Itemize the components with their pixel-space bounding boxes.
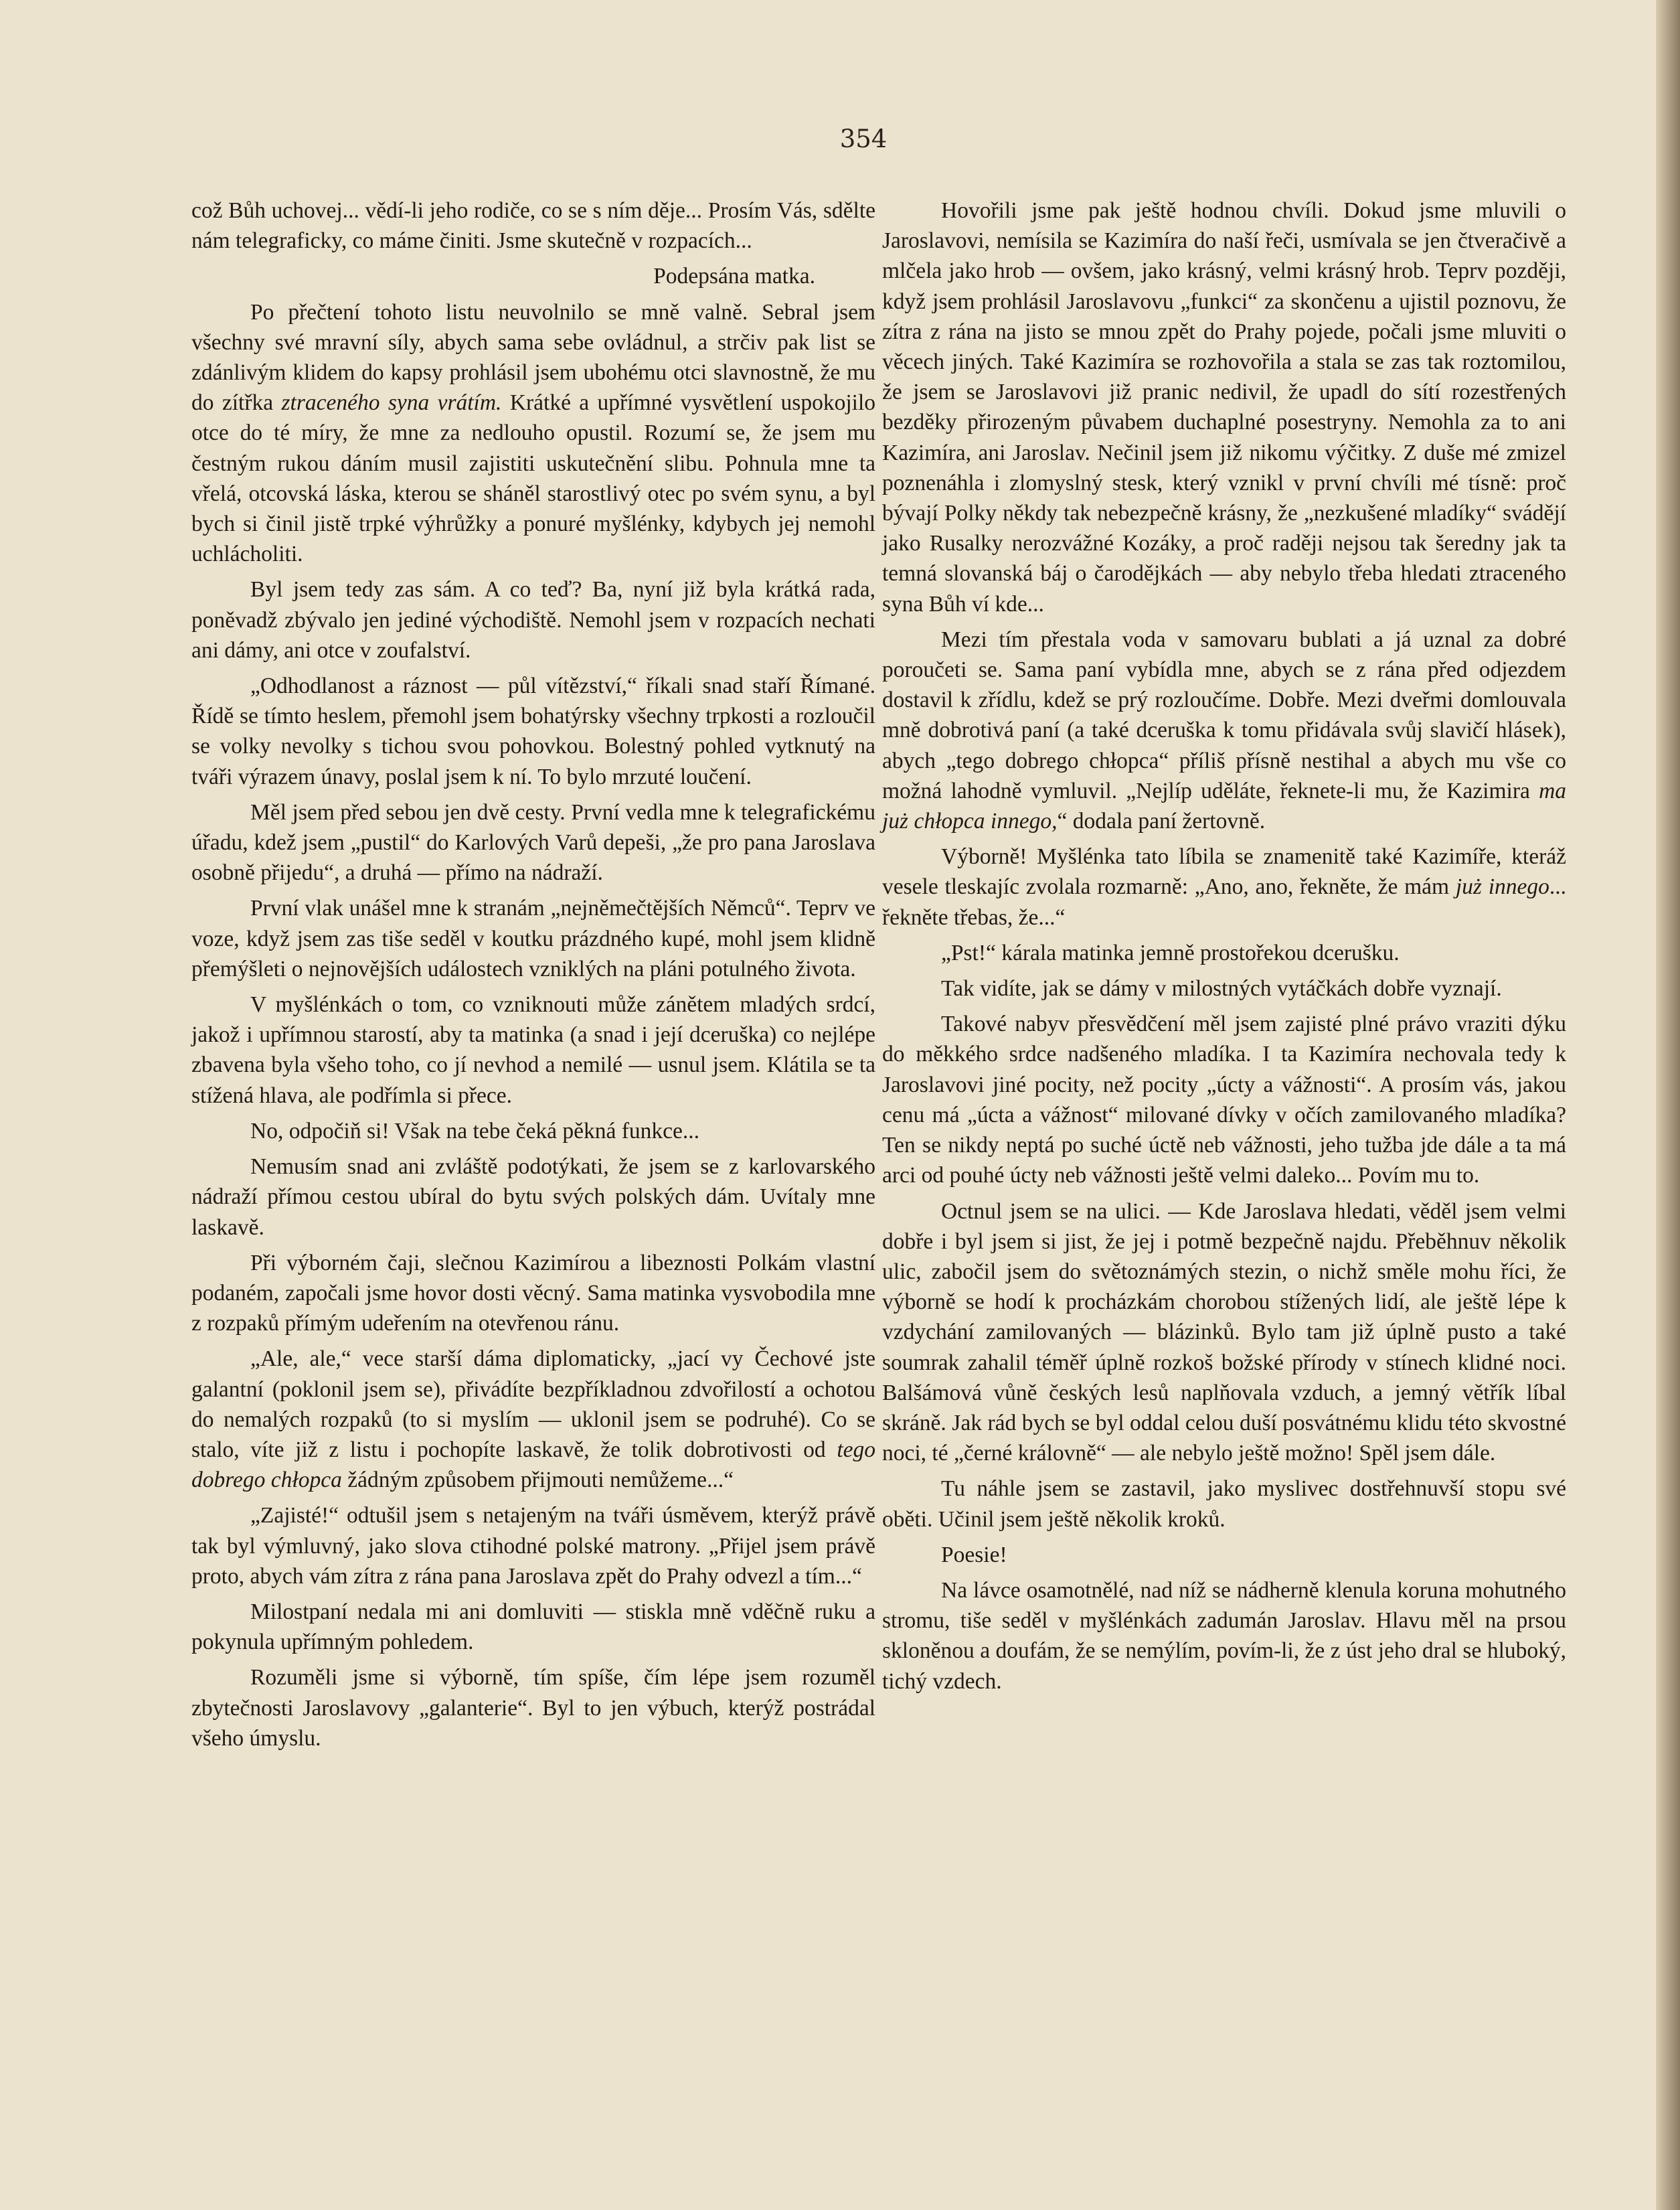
paragraph: Nemusím snad ani zvláště podotýkati, že jsem se z karlovarského nádraží přímou cestou ubíral do bytu svých polských dám. Uvítaly mne laskavě. — [191, 1154, 875, 1240]
emphasis-text: ztraceného syna vrátím. — [281, 390, 502, 416]
paragraph: První vlak unášel mne k stranám „nejněmečtějších Němců“. Teprv ve voze, když jsem zas tiše seděl v koutku prázdného kupé, mohl jsem klidně přemýšleti o nejnovějších událostech vzniklých na pláni potulného života. — [191, 896, 875, 981]
paragraph: Byl jsem tedy zas sám. A co teď? Ba, nyní již byla krátká rada, poněvadž zbývalo jen jediné východiště. Nemohl jsem v rozpacích nechati ani dámy, ani otce v zoufalství. — [191, 577, 875, 663]
left-column — [191, 195, 875, 1759]
text-run: Mezi tím přestala voda v samovaru bublati a já uznal za dobré poroučeti se. Sama paní vybídla mne, abych se z rána před odjezdem dostavil k zřídlu, kdež se prý rozloučíme. Dobře. Mezi dveřmi domlouvala mně dobrotivá paní (a také dceruška k tomu přidávala svůj slavičí hlásek), abych „tego dobrego chłopca“ příliš přísně nestihal a abych mu vše co možná lahodně vymluvil. — [882, 627, 1566, 803]
paragraph: což Bůh uchovej... vědí-li jeho rodiče, co se s ním děje... Prosím Vás, sdělte nám telegraficky, co máme činiti. Jsme skutečně v rozpacích... — [191, 198, 875, 254]
paragraph: Rozuměli jsme si výborně, tím spíše, čím lépe jsem rozuměl zbytečnosti Jaroslavovy „galanterie“. Byl to jen výbuch, kterýž postrádal všeho úmyslu. — [191, 1665, 875, 1751]
text-run: Krátké a upřímné vysvětlení uspokojilo otce do té míry, že mne za nedlouho opustil. Rozumí se, že jsem mu čestným rukou dáním musil zajistiti uskutečnění slibu. Pohnula mne ta vřelá, otcovská láska, kterou se sháněl starostlivý otec po svém synu, a byl bych si činil jistě trpké výhrůžky a ponuré myšlénky, kdybych jej nemohl uchlácholiti. — [191, 390, 876, 567]
paragraph: Takové nabyv přesvědčení měl jsem zajisté plné právo vraziti dýku do měkkého srdce nadšeného mladíka. I ta Kazimíra nechovala tedy k Jaroslavovi jiné pocity, než pocity „úcty a vážnosti“. A prosím vás, jakou cenu má „úcta a vážnost“ milované dívky v očích zamilovaného mladíka? Ten se nikdy neptá po suché úctě neb vážnosti, jeho tužba jde dále a ta má arci od pouhé úcty neb vážnosti ještě velmi daleko... Povím mu to. — [882, 1012, 1566, 1188]
signature-line: Podepsána matka. — [653, 264, 815, 289]
right-column — [882, 195, 1566, 1702]
emphasis-text: tego dobrego chłopca — [191, 1437, 876, 1493]
paragraph — [882, 842, 1566, 933]
paragraph: Octnul jsem se na ulici. — Kde Jaroslava hledati, věděl jsem velmi dobře i byl jsem si jist, že jej i potmě bezpečně najdu. Přeběhnuv několik ulic, zabočil jsem do světoznámých stezin, o nichž směle mohu říci, že výborně se hodí k procházkám chorobou stížených lidí, ale ještě lépe k vzdychání zamilovaných — blázinků. Bylo tam již úplně pusto a také soumrak zahalil téměř úplně rozkoš božské přírody v stínech klidné noci. Balšámová vůně českých lesů naplňovala vzduch, a jemný větřík líbal skráně. Jak rád bych se byl oddal celou duší posvátnému klidu této skvostné noci, té „černé královně“ — ale nebylo ještě možno! Spěl jsem dále. — [882, 1198, 1566, 1466]
paragraph: Tu náhle jsem se zastavil, jako myslivec dostřehnuvší stopu své oběti. Učinil jsem ještě několik kroků. — [882, 1476, 1566, 1532]
text-run: žádným způsobem přijmouti nemůžeme...“ — [347, 1468, 734, 1493]
paragraph: Milostpaní nedala mi ani domluviti — stiskla mně vděčně ruku a pokynula upřímným pohledem. — [191, 1599, 875, 1655]
text-run: „Nejlíp uděláte, řeknete-li mu, že Kazimira — [1126, 778, 1530, 803]
emphasis-text: ma już chłopca innego, — [882, 778, 1567, 834]
page-gutter-shadow — [1656, 0, 1680, 2210]
paragraph — [191, 297, 875, 570]
paragraph: Měl jsem před sebou jen dvě cesty. První vedla mne k telegrafickému úřadu, kdež jsem „pustil“ do Karlových Varů depeši, „že pro pana Jaroslava osobně přijedu“, a druhá — přímo na nádraží. — [191, 799, 875, 886]
text-run: Výborně! Myšlénka tato líbila se znamenitě také Kazimíře, kteráž vesele tleskajíc zvolala rozmarně: „Ano, ano, řekněte, že mám — [882, 844, 1566, 900]
text-run: Po přečtení tohoto listu neuvolnilo se mně valně. Sebral jsem všechny své mravní síly, abych sama sebe ovládnul, a strčiv pak list se zdánlivým klidem do kapsy prohlásil jsem ubohému otci slavnostně, že mu do zítřka — [191, 299, 875, 416]
text-run: „Ale, ale,“ vece starší dáma diplomaticky, „jací vy Čechové jste galantní (poklonil jsem se), přivádíte bezpříkladnou zdvořilostí a ochotou do nemalých rozpaků (to si myslím — uklonil jsem se podruhé). Co se stalo, víte již z listu i pochopíte laskavě, že tolik dobrotivosti od — [191, 1346, 875, 1462]
paragraph: Při výborném čaji, slečnou Kazimírou a libeznosti Polkám vlastní podaném, započali jsme hovor dosti věcný. Sama matinka vysvobodila mne z rozpaků přímým udeřením na otevřenou ránu. — [191, 1250, 875, 1336]
page-number: 354 — [839, 125, 888, 153]
text-run: “ dodala paní žertovně. — [1057, 809, 1266, 834]
paragraph: Na lávce osamotnělé, nad níž se nádherně klenula koruna mohutného stromu, tiše seděl v myšlénkách zadumán Jaroslav. Hlavu měl na prsou skloněnou a doufám, že se nemýlím, povím-li, že z úst jeho dral se hluboký, tichý vzdech. — [882, 1577, 1566, 1694]
paragraph: V myšlénkách o tom, co vzniknouti může zánětem mladých srdcí, jakož i upřímnou starostí, aby ta matinka (a snad i její dceruška) co nejlépe zbavena byla všeho toho, co jí nevhod a nemilé — usnul jsem. Klátila se ta stížená hlava, ale podřímla si přece. — [191, 992, 875, 1108]
text-run: ... řekněte třebas, že...“ — [882, 874, 1566, 930]
paragraph — [191, 1344, 875, 1495]
emphasis-text: już innego — [1455, 874, 1549, 900]
paragraph: „Odhodlanost a ráznost — půl vítězství,“ říkali snad staří Římané. Řídě se tímto heslem, přemohl jsem bohatýrsky všechny trpkosti a rozloučil se volky nevolky s tichou svou pohovkou. Bolestný pohled vytknutý na tváři výrazem únavy, poslal jsem k ní. To bylo mrzuté loučení. — [191, 674, 875, 789]
paragraph: „Pst!“ kárala matinka jemně prostořekou dcerušku. — [941, 940, 1400, 965]
paragraph — [882, 625, 1566, 836]
paragraph: No, odpočiň si! Však na tebe čeká pěkná funkce... — [250, 1118, 700, 1143]
paragraph: Tak vidíte, jak se dámy v milostných vytáčkách dobře vyznají. — [941, 976, 1502, 1002]
paragraph: Poesie! — [941, 1542, 1007, 1567]
paragraph: „Zajisté!“ odtušil jsem s netajeným na tváři úsměvem, kterýž právě tak byl výmluvný, jako slova ctihodné polské matrony. „Přijel jsem právě proto, abych vám zítra z rána pana Jaroslava zpět do Prahy odvezl a tím...“ — [191, 1503, 875, 1589]
paragraph: Hovořili jsme pak ještě hodnou chvíli. Dokud jsme mluvili o Jaroslavovi, nemísila se Kazimíra do naší řeči, usmívala se jen čtveračivě a mlčela jako hrob — ovšem, jako krásný, velmi krásný hrob. Teprv později, když jsem prohlásil Jaroslavovu „funkci“ za skončenu a ujistil poznovu, že zítra z rána na jisto se mnou zpět do Prahy pojede, počali jsme mluviti o věcech jiných. Také Kazimíra se rozhovořila a stala se zas tak roztomilou, že jsem se Jaroslavovi již pranic nedivil, že upadl do sítí rozestřených bezděky přirozeným půvabem duchaplné posestryny. Nemohla za to ani Kazimíra, ani Jaroslav. Nečinil jsem již nikomu výčitky. Z duše mé zmizel poznenáhla i zlomyslný stesk, který vznikl v první chvíli mé tísně: proč bývají Polky někdy tak nebezpečně krásny, že „nezkušené mladíky“ svádějí jako Rusalky nerozvážné Kozáky, a proč raději nejsou tak šeredny jak ta temná slovanská báj o čarodějkách — aby nebylo třeba hledati ztraceného syna Bůh ví kde... — [882, 198, 1566, 617]
